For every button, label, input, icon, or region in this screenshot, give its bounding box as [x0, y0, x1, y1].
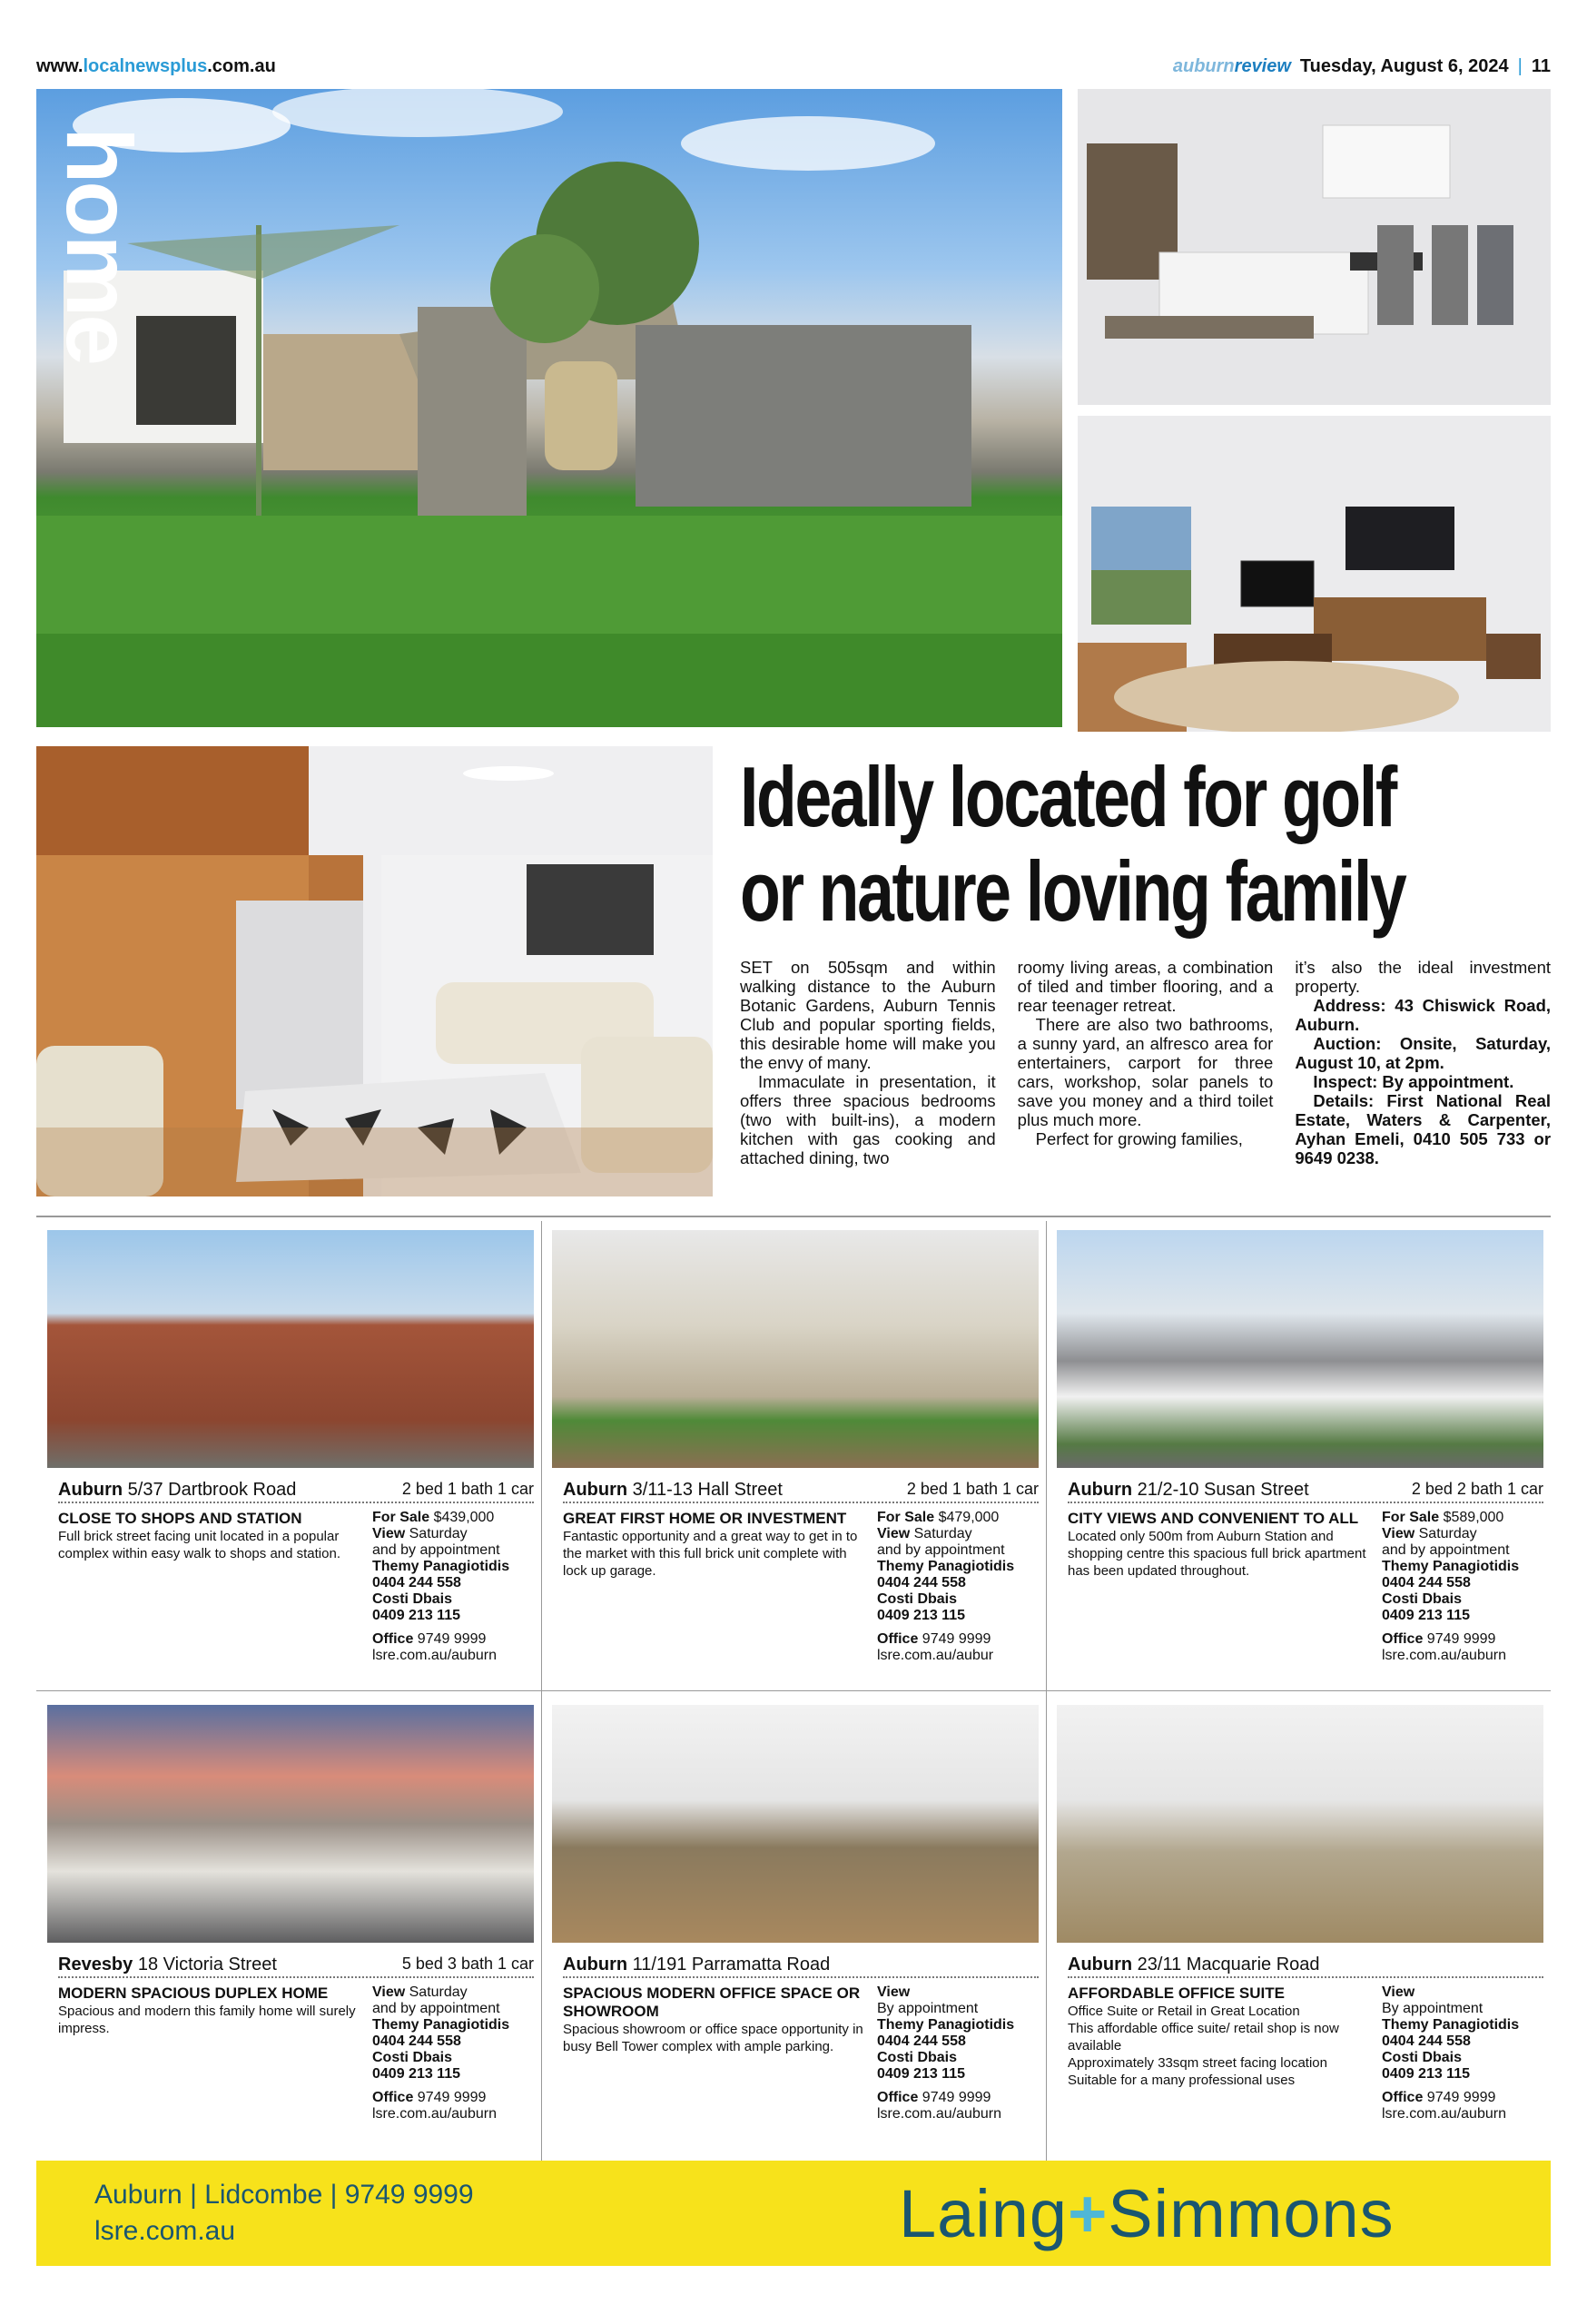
- property-listing[interactable]: [1046, 1221, 1543, 1684]
- agent-name: Themy Panagiotidis: [372, 2017, 510, 2033]
- office-label: Office: [877, 2090, 919, 2105]
- article-paragraph: it’s also the ideal investment property.: [1295, 958, 1552, 996]
- property-address: [1295, 996, 1551, 1034]
- listing-title: CLOSE TO SHOPS AND STATION: [58, 1510, 302, 1527]
- view-time: Saturday: [1418, 1526, 1477, 1541]
- listing-suburb: Auburn: [1068, 1480, 1133, 1500]
- office-phone[interactable]: 9749 9999: [922, 1631, 991, 1647]
- listing-photo[interactable]: [552, 1230, 1039, 1468]
- listing-body: [1068, 1984, 1543, 2122]
- contact-details: [1295, 1091, 1551, 1167]
- office-label: Office: [372, 1631, 414, 1647]
- agent-phone[interactable]: 0409 213 115: [1382, 1608, 1470, 1623]
- listing-suburb: Auburn: [1068, 1955, 1133, 1974]
- view-label: View: [877, 1526, 911, 1541]
- view-note: and by appointment: [372, 1542, 500, 1558]
- view-note: and by appointment: [372, 2001, 500, 2016]
- listing-details: [1382, 1510, 1545, 1664]
- listing-address: 23/11 Macquarie Road: [1137, 1955, 1320, 1974]
- listing-photo[interactable]: [552, 1705, 1039, 1943]
- agent-phone[interactable]: 0409 213 115: [877, 2066, 965, 2082]
- listing-address: 3/11-13 Hall Street: [632, 1480, 783, 1500]
- site-suffix: .com.au: [207, 56, 276, 76]
- listing-body: [563, 1984, 1039, 2122]
- lounge-photo: [36, 746, 713, 1196]
- listing-price: [1382, 1510, 1545, 1526]
- listing-details: [372, 1984, 536, 2122]
- listing-suburb: Auburn: [563, 1955, 628, 1974]
- kitchen-illustration: [1078, 89, 1551, 405]
- listing-details: [877, 1984, 1040, 2122]
- listing-header: [1068, 1480, 1543, 1503]
- office-phone[interactable]: 9749 9999: [417, 2090, 487, 2105]
- listing-suburb: Auburn: [58, 1480, 123, 1500]
- agent-name: Costi Dbais: [1382, 1591, 1463, 1607]
- view-time: Saturday: [409, 1984, 468, 2000]
- agency-website[interactable]: lsre.com.au: [94, 2216, 236, 2246]
- listing-description: Fantastic opportunity and a great way to get in to the market with this full brick unit complete with lock up garage.: [563, 1529, 858, 1579]
- site-url[interactable]: [36, 56, 276, 77]
- section-label-home: home: [47, 127, 151, 364]
- listing-web[interactable]: lsre.com.au/auburn: [1382, 1648, 1506, 1663]
- office-label: Office: [1382, 1631, 1424, 1647]
- issue-date: Tuesday, August 6, 2024: [1299, 56, 1509, 76]
- listing-title: GREAT FIRST HOME OR INVESTMENT: [563, 1510, 847, 1527]
- agent-phone[interactable]: 0409 213 115: [372, 2066, 460, 2082]
- listing-web[interactable]: lsre.com.au/auburn: [372, 1648, 497, 1663]
- agent-name: Costi Dbais: [877, 1591, 958, 1607]
- issue-info: [1173, 56, 1551, 77]
- divider: |: [1517, 56, 1523, 76]
- listing-header: [58, 1480, 534, 1503]
- agent-name: Themy Panagiotidis: [372, 1559, 510, 1574]
- agent-phone[interactable]: 0409 213 115: [1382, 2066, 1470, 2082]
- office-label: Office: [372, 2090, 414, 2105]
- agent-name: Themy Panagiotidis: [877, 2017, 1015, 2033]
- agent-phone[interactable]: 0404 244 558: [1382, 2034, 1471, 2049]
- auction-text: Auction: Onsite, Saturday, August 10, at 2pm.: [1295, 1034, 1552, 1072]
- listing-view: [877, 1526, 1040, 1542]
- spacer: [372, 1624, 536, 1631]
- listing-title: SPACIOUS MODERN OFFICE SPACE OR SHOWROOM: [563, 1984, 861, 2020]
- agent-name: Costi Dbais: [372, 1591, 453, 1607]
- listing-description: Spacious showroom or office space opportunity in busy Bell Tower complex with ample parking.: [563, 2022, 863, 2054]
- agent-name: Costi Dbais: [372, 2050, 453, 2065]
- spacer: [877, 1624, 1040, 1631]
- listing-price: [877, 1510, 1040, 1526]
- agency-contact: [94, 2177, 474, 2250]
- listing-suburb: Revesby: [58, 1955, 133, 1974]
- office-label: Office: [1382, 2090, 1424, 2105]
- backyard-photo: [36, 89, 1062, 727]
- listing-web[interactable]: lsre.com.au/auburn: [372, 2106, 497, 2122]
- listing-description: Full brick street facing unit located in a popular complex within easy walk to shops and station.: [58, 1529, 340, 1561]
- view-time: Saturday: [409, 1526, 468, 1541]
- backyard-illustration: [36, 89, 1062, 727]
- listing-header: [1068, 1955, 1543, 1978]
- listing-photo[interactable]: [1057, 1230, 1543, 1468]
- brand-review: review: [1234, 56, 1291, 76]
- property-listing[interactable]: [36, 1696, 534, 2159]
- details-text: Details: First National Real Estate, Waters & Carpenter, Ayhan Emeli, 0410 505 733 or 9649 0238.: [1295, 1091, 1552, 1167]
- listing-specs: 2 bed 1 bath 1 car: [401, 1480, 534, 1498]
- spacer: [877, 2083, 1040, 2090]
- office-label: Office: [877, 1631, 919, 1647]
- office-line: [372, 2090, 536, 2106]
- listing-specs: 5 bed 3 bath 1 car: [401, 1955, 534, 1973]
- office-phone[interactable]: 9749 9999: [1426, 1631, 1496, 1647]
- view-time: Saturday: [913, 1526, 972, 1541]
- living-room-illustration: [1078, 416, 1551, 732]
- office-phone[interactable]: 9749 9999: [1426, 2090, 1496, 2105]
- listing-price: [372, 1510, 536, 1526]
- view-label: View: [1382, 1526, 1415, 1541]
- listing-view: [372, 1984, 536, 2001]
- agent-phone[interactable]: 0404 244 558: [877, 1575, 966, 1590]
- price-value: $439,000: [433, 1510, 495, 1525]
- listing-view: [1382, 1526, 1545, 1542]
- listing-header: [563, 1480, 1039, 1503]
- logo-word-laing: Laing: [899, 2176, 1069, 2251]
- feature-headline: [740, 750, 1552, 939]
- listing-address: 5/37 Dartbrook Road: [127, 1480, 297, 1500]
- agent-name: Themy Panagiotidis: [877, 1559, 1015, 1574]
- office-phone[interactable]: 9749 9999: [922, 2090, 991, 2105]
- address-text: Address: 43 Chiswick Road, Auburn.: [1295, 996, 1552, 1034]
- view-label: View: [372, 1984, 406, 2000]
- agent-name: Costi Dbais: [877, 2050, 958, 2065]
- property-listing[interactable]: [36, 1221, 534, 1684]
- spacer: [1382, 2083, 1545, 2090]
- article-paragraph: roomy living areas, a combination of tiled and timber flooring, and a rear teenager retreat.: [1017, 958, 1274, 1015]
- view-note: By appointment: [877, 2001, 979, 2016]
- view-note: By appointment: [1382, 2001, 1484, 2016]
- price-value: $589,000: [1443, 1510, 1504, 1525]
- view-label: View: [877, 1984, 911, 2000]
- living-room-photo: [1078, 416, 1551, 732]
- listing-web[interactable]: lsre.com.au/auburn: [877, 2106, 1001, 2122]
- view-label: View: [1382, 1984, 1415, 2000]
- listing-details: [1382, 1984, 1545, 2122]
- agent-name: Costi Dbais: [1382, 2050, 1463, 2065]
- listing-address: 18 Victoria Street: [137, 1955, 277, 1974]
- price-label: For Sale: [372, 1510, 430, 1525]
- listing-title: AFFORDABLE OFFICE SUITE: [1068, 1984, 1285, 2002]
- spacer: [372, 2083, 536, 2090]
- article-paragraph: SET on 505sqm and within walking distance to the Auburn Botanic Gardens, Auburn Tennis Club and popular sporting fields, this desirable home will make you the envy of many.: [740, 958, 996, 1072]
- listing-view: [1382, 1984, 1545, 2001]
- office-line: [877, 1631, 1040, 1648]
- listing-title: CITY VIEWS AND CONVENIENT TO ALL: [1068, 1510, 1359, 1527]
- listing-description: Office Suite or Retail in Great Location This affordable office suite/ retail shop is now available Approximately 33sqm street facing location Suitable for a many professional uses: [1068, 2004, 1339, 2088]
- listing-view: [877, 1984, 1040, 2001]
- view-label: View: [372, 1526, 406, 1541]
- listing-address: 21/2-10 Susan Street: [1137, 1480, 1309, 1500]
- site-accent: localnewsplus: [83, 56, 208, 76]
- listing-description: Spacious and modern this family home will surely impress.: [58, 2004, 356, 2036]
- listing-body: [58, 1510, 534, 1663]
- property-listing[interactable]: [1046, 1696, 1536, 2159]
- listing-description: Located only 500m from Auburn Station and shopping centre this spacious full brick apartment has been updated throughout.: [1068, 1529, 1366, 1579]
- article-paragraph: Immaculate in presentation, it offers three spacious bedrooms (two with built-ins), a modern kitchen with gas cooking and attached dining, two: [740, 1072, 996, 1167]
- listing-details: [877, 1510, 1040, 1664]
- price-label: For Sale: [1382, 1510, 1440, 1525]
- agent-phone[interactable]: 0404 244 558: [372, 1575, 461, 1590]
- agent-phone[interactable]: 0404 244 558: [877, 2034, 966, 2049]
- agent-name: Themy Panagiotidis: [1382, 2017, 1520, 2033]
- price-label: For Sale: [877, 1510, 935, 1525]
- agent-phone[interactable]: 0404 244 558: [372, 2034, 461, 2049]
- listing-details: [372, 1510, 536, 1664]
- listing-body: [58, 1984, 534, 2122]
- listing-header: [58, 1955, 534, 1978]
- headline-line-2: or nature loving family: [740, 843, 1405, 939]
- listing-specs: 2 bed 2 bath 1 car: [1411, 1480, 1543, 1498]
- office-line: [1382, 2090, 1545, 2106]
- office-line: [1382, 1631, 1545, 1648]
- article-column-1: [740, 958, 996, 1198]
- view-note: and by appointment: [877, 1542, 1005, 1558]
- agent-phone[interactable]: 0409 213 115: [372, 1608, 460, 1623]
- article-column-2: [1018, 958, 1274, 1198]
- listing-address: 11/191 Parramatta Road: [632, 1955, 831, 1974]
- agency-locations-phone: Auburn | Lidcombe | 9749 9999: [94, 2180, 474, 2210]
- headline-line-1: Ideally located for golf: [740, 749, 1395, 844]
- listing-suburb: Auburn: [563, 1480, 628, 1500]
- logo-word-simmons: Simmons: [1108, 2176, 1395, 2251]
- site-prefix: www.: [36, 56, 84, 76]
- office-line: [372, 1631, 536, 1648]
- spacer: [1382, 1624, 1545, 1631]
- feature-article: [740, 958, 1551, 1198]
- article-paragraph: There are also two bathrooms, a sunny yard, an alfresco area for entertainers, carport for three cars, workshop, solar panels to save you money and a third toilet plus much more.: [1017, 1015, 1274, 1129]
- view-note: and by appointment: [1382, 1542, 1510, 1558]
- listing-specs: 2 bed 1 bath 1 car: [906, 1480, 1039, 1498]
- listing-header: [563, 1955, 1039, 1978]
- agency-footer: [36, 2161, 1551, 2266]
- listing-photo[interactable]: [1057, 1705, 1543, 1943]
- auction-info: [1295, 1034, 1551, 1072]
- listing-body: [1068, 1510, 1543, 1663]
- article-paragraph: Perfect for growing families,: [1035, 1129, 1243, 1148]
- section-divider: [36, 1216, 1551, 1217]
- page-number: 11: [1531, 56, 1551, 76]
- article-column-3: [1295, 958, 1551, 1198]
- listing-view: [372, 1526, 536, 1542]
- property-listing[interactable]: [541, 1696, 1031, 2159]
- grid-divider-horizontal: [36, 1690, 1551, 1691]
- agent-phone[interactable]: 0404 244 558: [1382, 1575, 1471, 1590]
- lounge-illustration: [36, 746, 713, 1196]
- laing-simmons-logo: [899, 2175, 1395, 2252]
- listing-web[interactable]: lsre.com.au/aubur: [877, 1648, 994, 1663]
- listing-title: MODERN SPACIOUS DUPLEX HOME: [58, 1984, 329, 2002]
- office-phone[interactable]: 9749 9999: [417, 1631, 487, 1647]
- price-value: $479,000: [938, 1510, 1000, 1525]
- listing-web[interactable]: lsre.com.au/auburn: [1382, 2106, 1506, 2122]
- office-line: [877, 2090, 1040, 2106]
- listing-photo[interactable]: [47, 1230, 534, 1468]
- agent-name: Themy Panagiotidis: [1382, 1559, 1520, 1574]
- agent-phone[interactable]: 0409 213 115: [877, 1608, 965, 1623]
- inspect-text: Inspect: By appointment.: [1313, 1072, 1514, 1091]
- listing-body: [563, 1510, 1039, 1663]
- logo-plus: +: [1068, 2176, 1109, 2251]
- inspection-info: [1295, 1072, 1551, 1091]
- brand-auburn: auburn: [1172, 56, 1235, 76]
- property-listing[interactable]: [541, 1221, 1039, 1684]
- masthead: [36, 53, 1551, 82]
- listing-photo[interactable]: [47, 1705, 534, 1943]
- kitchen-photo: [1078, 89, 1551, 405]
